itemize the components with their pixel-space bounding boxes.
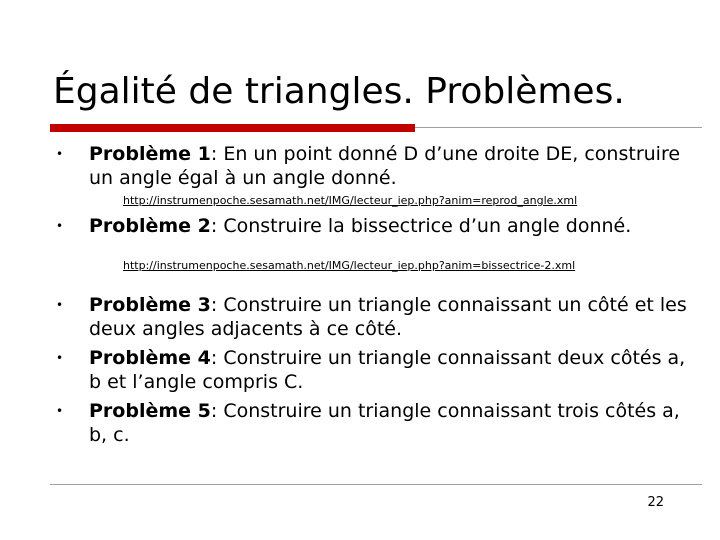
footer-rule (50, 484, 702, 485)
bullet-icon: • (56, 404, 64, 418)
problem-4-text: : Construire un triangle connaissant deux côtés a, b et l’angle compris C. (89, 347, 686, 393)
problem-3 (89, 293, 699, 341)
problem-2-text: : Construire la bissectrice d’un angle donné. (210, 215, 632, 237)
problem-5-text: : Construire un triangle connaissant trois côtés a, b, c. (89, 400, 680, 446)
problem-1-link[interactable]: http://instrumenpoche.sesamath.net/IMG/lecteur_iep.php?anim=reprod_angle.xml (123, 194, 578, 207)
problem-4-label: Problème 4 (89, 347, 211, 369)
problem-1-label: Problème 1 (89, 143, 211, 165)
bullet-icon: • (56, 219, 64, 233)
problem-2 (89, 214, 699, 238)
problem-3-label: Problème 3 (89, 294, 211, 316)
problem-2-link[interactable]: http://instrumenpoche.sesamath.net/IMG/lecteur_iep.php?anim=bissectrice-2.xml (123, 259, 576, 272)
bullet-icon: • (56, 351, 64, 365)
problem-4 (89, 346, 699, 394)
title-accent-bar (50, 124, 415, 132)
page-number: 22 (647, 495, 664, 510)
problem-5-label: Problème 5 (89, 400, 211, 422)
bullet-icon: • (56, 298, 64, 312)
problem-2-label: Problème 2 (89, 215, 211, 237)
problem-1-text: : En un point donné D d’une droite DE, construire un angle égal à un angle donné. (89, 143, 681, 189)
slide-title: Égalité de triangles. Problèmes. (53, 71, 625, 112)
bullet-icon: • (56, 147, 64, 161)
problem-3-text: : Construire un triangle connaissant un côté et les deux angles adjacents à ce côté. (89, 294, 687, 340)
problem-1 (89, 142, 699, 190)
problem-5 (89, 399, 699, 447)
